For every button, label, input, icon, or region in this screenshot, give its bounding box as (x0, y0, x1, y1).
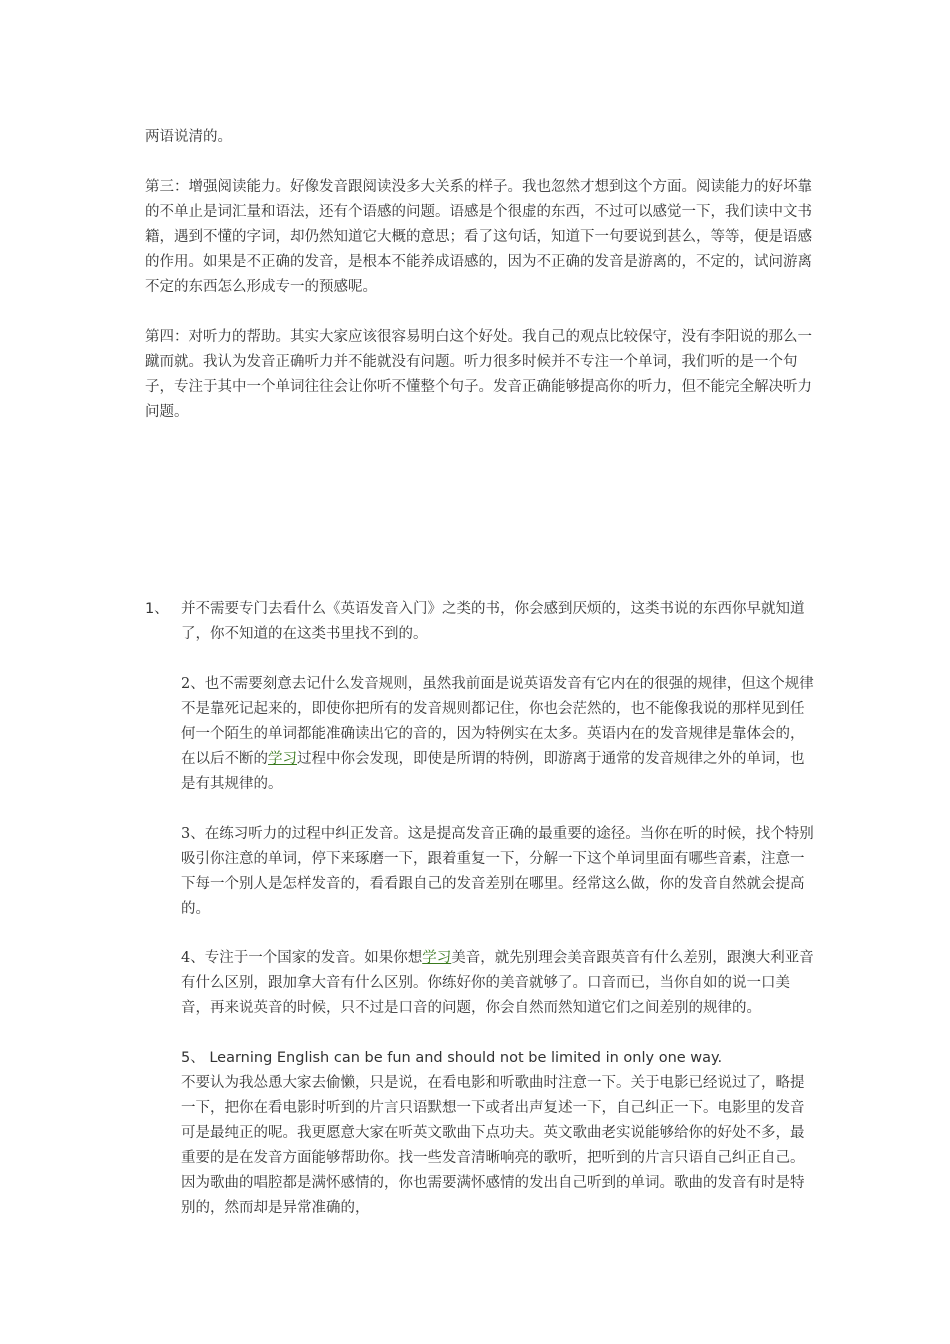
study-link[interactable]: 学习 (268, 751, 297, 767)
list-item-4-text-after: 美音，就先别理会美音跟英音有什么差别，跟澳大利亚音有什么区别，跟加拿大音有什么区别。你练好你的美音就够了。口音而已，当你自如的说一口美音，再来说英音的时候，只不过是口音的问题，你会自然而然知道它们之间差别的规律的。 (181, 950, 814, 1016)
list-item-2-text-before: 2、也不需要刻意去记什么发音规则，虽然我前面是说英语发音有它内在的很强的规律，但这个规律不是靠死记起来的，即使你把所有的发音规则都记住，你也会茫然的，也不能像我说的那样见到任何一个陌生的单词都能准确读出它的音的，因为特例实在太多。英语内在的发音规律是靠体会的，在以后不断的 (181, 676, 814, 767)
list-item-3: 3、在练习听力的过程中纠正发音。这是提高发音正确的最重要的途径。当你在听的时候，找个特别吸引你注意的单词，停下来琢磨一下，跟着重复一下，分解一下这个单词里面有哪些音素，注意一下每一个别人是怎样发音的，看看跟自己的发音差别在哪里。经常这么做，你的发音自然就会提高的。 (181, 826, 814, 917)
list-item-5-text: 不要认为我怂恿大家去偷懒，只是说，在看电影和听歌曲时注意一下。关于电影已经说过了，略提一下，把你在看电影时听到的片言只语默想一下或者出声复述一下，自己纠正一下。电影里的发音可是最纯正的呢。我更愿意大家在听英文歌曲下点功夫。英文歌曲老实说能够给你的好处不多，最重要的是在发音方面能够帮助你。找一些发音清晰响亮的歌听，把听到的片言只语自己纠正自己。因为歌曲的唱腔都是满怀感情的，你也需要满怀感情的发出自己听到的单词。歌曲的发音有时是特别的，然而却是异常准确的， (181, 1075, 805, 1216)
paragraph-continuation: 两语说清的。 (145, 129, 232, 145)
list-item-4 (181, 946, 817, 1021)
list-item-5-heading: 5、 Learning English can be fun and should not be limited in only one way. (181, 1050, 723, 1066)
list-item-2 (181, 672, 817, 797)
paragraph-point-four: 第四：对听力的帮助。其实大家应该很容易明白这个好处。我自己的观点比较保守，没有李阳说的那么一蹴而就。我认为发音正确听力并不能就没有问题。听力很多时候并不专注一个单词，我们听的是一个句子，专注于其中一个单词往往会让你听不懂整个句子。发音正确能够提高你的听力，但不能完全解决听力问题。 (145, 329, 812, 420)
study-link[interactable]: 学习 (422, 950, 452, 966)
paragraph-point-three: 第三：增强阅读能力。好像发音跟阅读没多大关系的样子。我也忽然才想到这个方面。阅读能力的好坏靠的不单止是词汇量和语法，还有个语感的问题。语感是个很虚的东西，不过可以感觉一下，我们读中文书籍，遇到不懂的字词，却仍然知道它大概的意思；看了这句话，知道下一句要说到甚么，等等，便是语感的作用。如果是不正确的发音，是根本不能养成语感的，因为不正确的发音是游离的，不定的，试问游离不定的东西怎么形成专一的预感呢。 (145, 179, 812, 295)
list-item-1-text: 并不需要专门去看什么《英语发音入门》之类的书，你会感到厌烦的，这类书说的东西你早就知道了，你不知道的在这类书里找不到的。 (181, 601, 805, 642)
list-item-4-text-before: 4、专注于一个国家的发音。如果你想 (181, 950, 423, 966)
list-item-1-number: 1、 (145, 601, 169, 617)
list-item-2-text-after: 过程中你会发现，即使是所谓的特例，即游离于通常的发音规律之外的单词，也是有其规律的。 (181, 751, 805, 792)
